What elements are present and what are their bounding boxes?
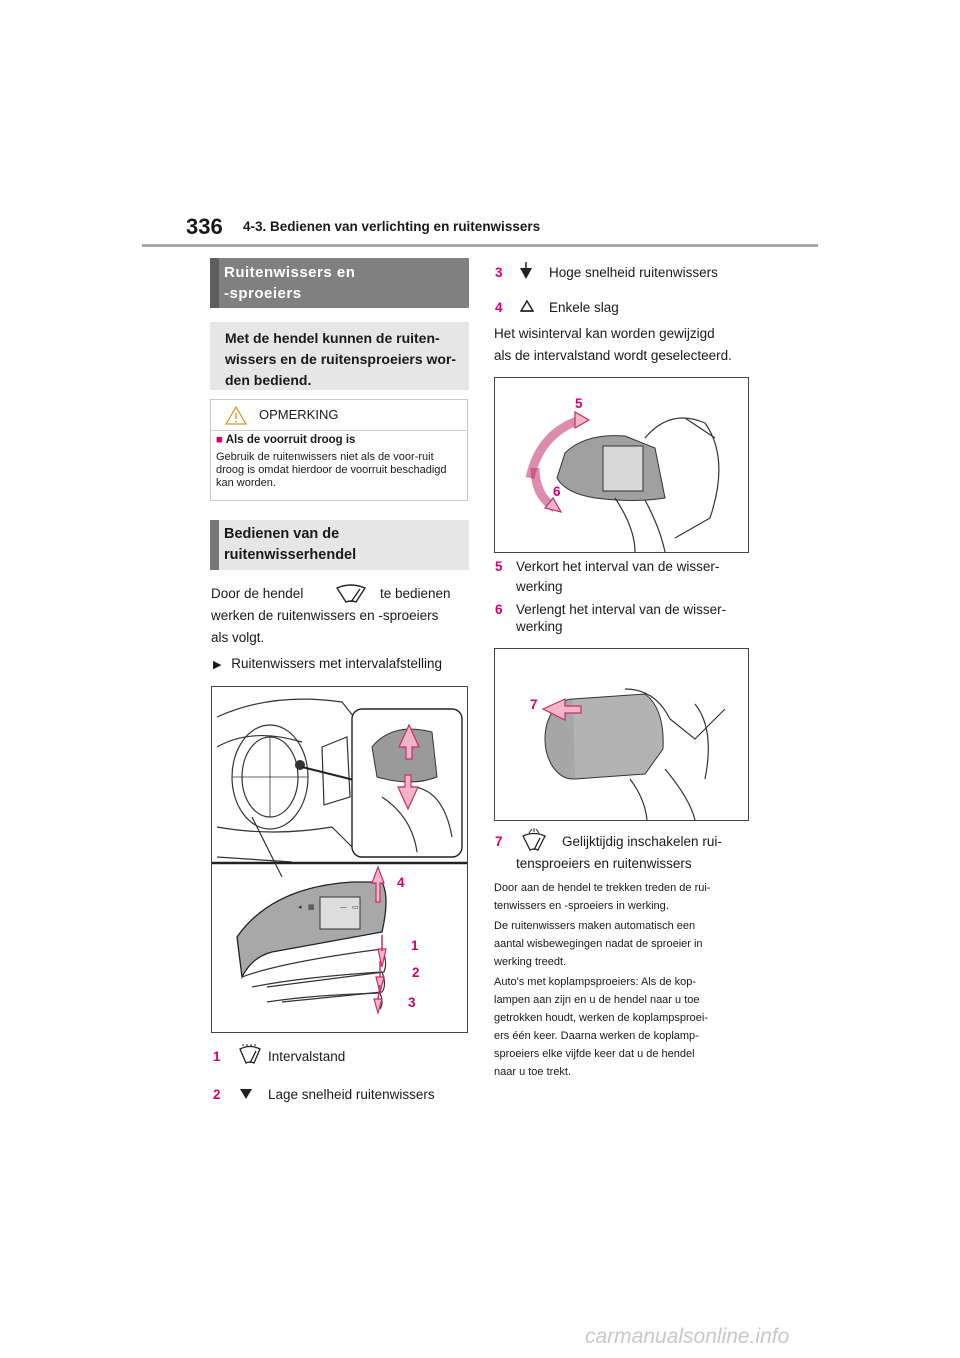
para-3-line-4: ers één keer. Daarna werken de koplamp- (494, 1030, 699, 1042)
para-3-line-5: sproeiers elke vijfde keer dat u de hendel (494, 1048, 695, 1060)
item-6-line-1: Verlengt het interval van de wisser- (516, 602, 727, 617)
interval-note-2: als de intervalstand wordt geselecteerd. (494, 348, 732, 363)
lever-illustration (212, 687, 467, 1032)
section-title: Ruitenwissers en -sproeiers (224, 264, 356, 302)
para-1-line-1: Door aan de hendel te trekken treden de rui- (494, 882, 711, 894)
item-6-line-2: werking (516, 619, 563, 634)
section-header-bar (210, 520, 219, 570)
section-header-lever (210, 520, 469, 570)
para-3-line-6: naar u toe trekt. (494, 1066, 572, 1078)
figure-label-2: 2 (412, 965, 420, 980)
figure-label-5: 5 (575, 396, 583, 411)
interval-note-1: Het wisinterval kan worden gewijzigd (494, 326, 715, 341)
section-header-bar (210, 258, 219, 308)
item-7-line-1: Gelijktijdig inschakelen rui- (562, 834, 722, 849)
low-speed-icon (239, 1088, 253, 1100)
item-5-line-2: werking (516, 579, 563, 594)
bullet-item: ▶ Ruitenwissers met intervalafstelling (213, 656, 443, 671)
intro-line-1b: te bedienen (380, 586, 451, 601)
para-2-line-3: werking treedt. (494, 956, 567, 968)
para-3-line-2: lampen aan zijn en u de hendel naar u toe (494, 994, 700, 1006)
item-5-line-1: Verkort het interval van de wisser- (516, 559, 720, 574)
figure-interval-ring (494, 377, 749, 553)
notice-title: OPMERKING (259, 407, 339, 422)
chapter-title: 4-3. Bedienen van verlichting en ruitenwissers (243, 219, 541, 234)
item-3: 3 (495, 265, 503, 280)
notice-box (210, 399, 468, 501)
watermark: carmanualsonline.info (585, 1325, 790, 1348)
figure-label-4: 4 (397, 875, 405, 890)
item-1: 1 (213, 1049, 221, 1064)
notice-body: Gebruik de ruitenwissers niet als de voor-ruit droog is omdat hierdoor de voorruit beschadigd kan worden. (216, 451, 447, 489)
intermittent-wiper-icon (238, 1044, 262, 1066)
section-header-wipers (210, 258, 469, 308)
item-5: 5 (495, 559, 503, 574)
figure-label-6: 6 (553, 484, 561, 499)
item-7: 7 (495, 834, 503, 849)
wiper-lever-icon (334, 583, 368, 605)
item-1-text: Intervalstand (268, 1049, 346, 1064)
figure-wiper-lever-positions (211, 686, 468, 1033)
item-2: 2 (213, 1087, 221, 1102)
para-2-line-1: De ruitenwissers maken automatisch een (494, 920, 696, 932)
item-4: 4 (495, 300, 503, 315)
pull-lever-illustration (495, 649, 748, 820)
svg-text:—: — (340, 903, 347, 911)
figure-label-7: 7 (530, 697, 538, 712)
svg-text:▦: ▦ (308, 903, 315, 911)
header-rule (142, 244, 818, 247)
para-1-line-2: tenwissers en -sproeiers in werking. (494, 900, 669, 912)
item-6: 6 (495, 602, 503, 617)
item-4-text: Enkele slag (549, 300, 619, 315)
warning-icon (225, 406, 247, 425)
figure-label-1: 1 (411, 938, 419, 953)
svg-text:◂: ◂ (298, 903, 302, 911)
figure-pull-lever (494, 648, 749, 821)
single-wipe-icon (520, 299, 534, 313)
washer-wiper-icon (521, 828, 547, 852)
svg-text:▭: ▭ (352, 903, 359, 911)
page-number: 336 (186, 214, 223, 239)
item-3-text: Hoge snelheid ruitenwissers (549, 265, 718, 280)
intro-line-3: als volgt. (211, 630, 265, 645)
notice-header (211, 400, 467, 431)
interval-ring-illustration (495, 378, 748, 552)
figure-label-3: 3 (408, 995, 416, 1010)
lead-text: Met de hendel kunnen de ruiten-wissers en de ruitensproeiers wor-den bediend. (225, 330, 457, 388)
notice-subtitle: ■ Als de voorruit droog is (216, 434, 356, 446)
item-2-text: Lage snelheid ruitenwissers (268, 1087, 435, 1102)
section-title: Bedienen van de ruitenwisserhendel (224, 526, 357, 563)
arrow-bullet-icon: ▶ (213, 659, 222, 671)
para-3-line-3: getrokken houdt, werken de koplampsproei- (494, 1012, 709, 1024)
intro-line-2: werken de ruitenwissers en -sproeiers (211, 608, 439, 623)
lead-box (210, 322, 469, 390)
intro-line-1: Door de hendel (211, 586, 304, 601)
para-2-line-2: aantal wisbewegingen nadat de sproeier in (494, 938, 703, 950)
high-speed-icon (519, 262, 533, 280)
para-3-line-1: Auto's met koplampsproeiers: Als de kop- (494, 976, 697, 988)
item-7-line-2: tensproeiers en ruitenwissers (516, 856, 692, 871)
